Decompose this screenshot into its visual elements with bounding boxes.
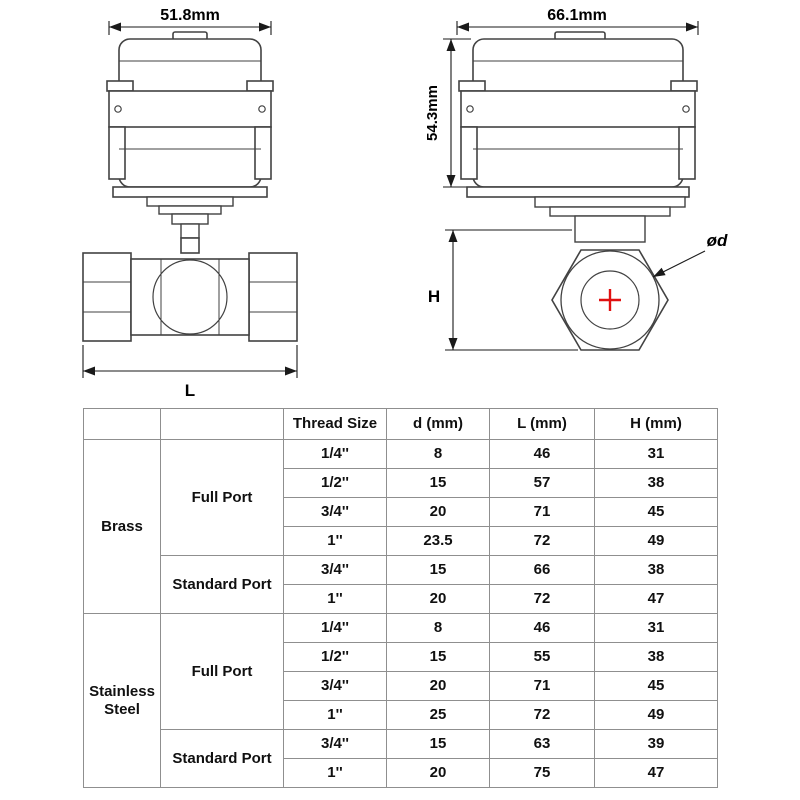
l-cell: 72 xyxy=(490,701,595,730)
front-length-label: L xyxy=(184,381,196,400)
thread-cell: 3/4'' xyxy=(284,730,387,759)
header-h-mm: H (mm) xyxy=(595,409,718,440)
thread-cell: 3/4'' xyxy=(284,672,387,701)
dimension-table xyxy=(83,408,718,788)
side-h-label: H xyxy=(427,287,441,306)
d-cell: 20 xyxy=(387,498,490,527)
arrowhead-up xyxy=(447,39,456,51)
h-cell: 49 xyxy=(595,527,718,556)
header-thread-size: Thread Size xyxy=(284,409,387,440)
header-d-mm: d (mm) xyxy=(387,409,490,440)
l-cell: 75 xyxy=(490,759,595,788)
dimension-table-wrap xyxy=(83,408,717,788)
l-cell: 66 xyxy=(490,556,595,585)
thread-cell: 1/4'' xyxy=(284,440,387,469)
h-cell: 38 xyxy=(595,556,718,585)
front-width-label: 51.8mm xyxy=(160,7,220,24)
d-cell: 15 xyxy=(387,643,490,672)
valve-front-view-svg xyxy=(55,5,385,400)
thread-cell: 1'' xyxy=(284,701,387,730)
l-cell: 72 xyxy=(490,585,595,614)
thread-cell: 1'' xyxy=(284,759,387,788)
port-cell-standard: Standard Port xyxy=(161,730,284,788)
arrowhead-down xyxy=(449,338,458,350)
d-cell: 23.5 xyxy=(387,527,490,556)
d-cell: 15 xyxy=(387,730,490,759)
port-cell-full: Full Port xyxy=(161,440,284,556)
d-cell: 20 xyxy=(387,672,490,701)
l-cell: 71 xyxy=(490,498,595,527)
thread-cell: 1'' xyxy=(284,585,387,614)
d-cell: 8 xyxy=(387,440,490,469)
thread-cell: 1'' xyxy=(284,527,387,556)
d-cell: 15 xyxy=(387,469,490,498)
port-cell-full: Full Port xyxy=(161,614,284,730)
arrowhead-left xyxy=(109,23,121,32)
spec-row xyxy=(84,614,718,643)
spec-row xyxy=(84,730,718,759)
arrowhead-right xyxy=(259,23,271,32)
l-cell: 72 xyxy=(490,527,595,556)
h-cell: 47 xyxy=(595,585,718,614)
front-length-dimension xyxy=(83,345,297,378)
h-cell: 31 xyxy=(595,614,718,643)
valve-stem-front xyxy=(147,197,233,238)
h-cell: 45 xyxy=(595,498,718,527)
arrowhead-up xyxy=(449,230,458,242)
h-cell: 31 xyxy=(595,440,718,469)
h-cell: 49 xyxy=(595,701,718,730)
diameter-label: ød xyxy=(706,231,728,250)
actuator-side xyxy=(459,32,697,197)
table-header-row xyxy=(84,409,718,440)
material-cell-brass: Brass xyxy=(84,440,161,614)
thread-cell: 3/4'' xyxy=(284,556,387,585)
header-material xyxy=(84,409,161,440)
l-cell: 55 xyxy=(490,643,595,672)
valve-side-view xyxy=(415,5,775,400)
side-height-label: 54.3mm xyxy=(424,85,441,141)
valve-front-view xyxy=(55,5,385,400)
header-port xyxy=(161,409,284,440)
thread-cell: 1/4'' xyxy=(284,614,387,643)
spec-row xyxy=(84,556,718,585)
thread-cell: 1/2'' xyxy=(284,643,387,672)
l-cell: 46 xyxy=(490,614,595,643)
arrowhead-left xyxy=(83,367,95,376)
h-cell: 38 xyxy=(595,469,718,498)
d-cell: 8 xyxy=(387,614,490,643)
port-cell-standard: Standard Port xyxy=(161,556,284,614)
h-cell: 47 xyxy=(595,759,718,788)
h-cell: 45 xyxy=(595,672,718,701)
l-cell: 46 xyxy=(490,440,595,469)
d-cell: 20 xyxy=(387,585,490,614)
thread-cell: 1/2'' xyxy=(284,469,387,498)
header-l-mm: L (mm) xyxy=(490,409,595,440)
arrowhead-left xyxy=(457,23,469,32)
spec-row xyxy=(84,440,718,469)
arrowhead-right xyxy=(686,23,698,32)
d-cell: 15 xyxy=(387,556,490,585)
arrowhead-down xyxy=(447,175,456,187)
l-cell: 63 xyxy=(490,730,595,759)
thread-cell: 3/4'' xyxy=(284,498,387,527)
l-cell: 57 xyxy=(490,469,595,498)
actuator-front xyxy=(107,32,273,197)
h-cell: 38 xyxy=(595,643,718,672)
valve-side-view-svg xyxy=(415,5,775,400)
valve-stem-side xyxy=(535,197,685,242)
arrowhead-right xyxy=(285,367,297,376)
l-cell: 71 xyxy=(490,672,595,701)
arrowhead-leader xyxy=(653,268,666,277)
d-cell: 25 xyxy=(387,701,490,730)
h-cell: 39 xyxy=(595,730,718,759)
side-width-label: 66.1mm xyxy=(547,7,607,24)
valve-body-front xyxy=(83,238,297,341)
d-cell: 20 xyxy=(387,759,490,788)
material-cell-stainless: Stainless Steel xyxy=(84,614,161,788)
